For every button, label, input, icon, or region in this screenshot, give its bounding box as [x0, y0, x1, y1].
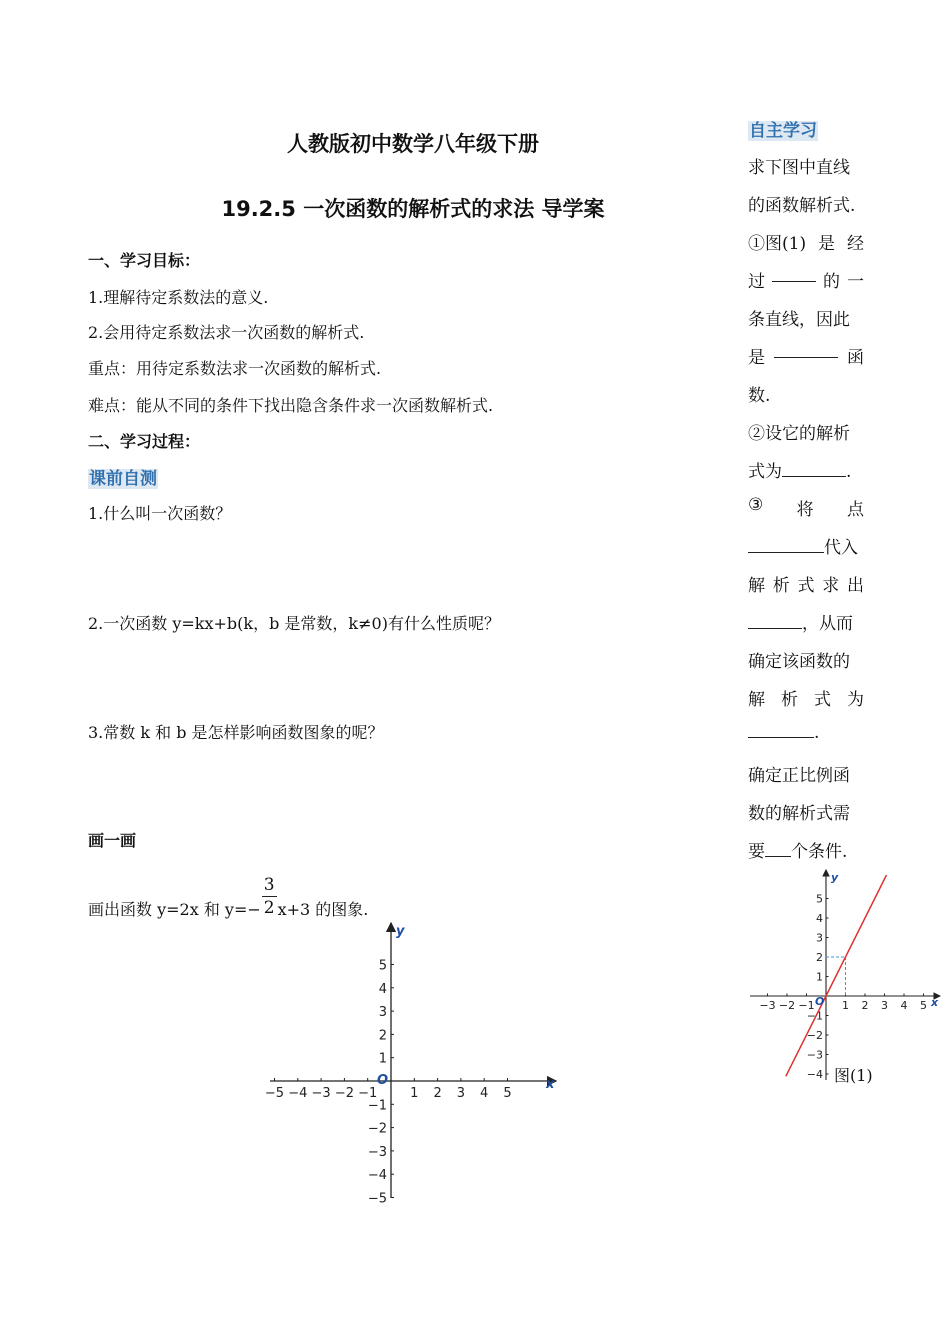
side-y-tick-label: 4 [816, 912, 823, 925]
side-x-tick-label: −3 [759, 999, 776, 1012]
side-line-14: 确定该函数的 [748, 652, 850, 672]
main-x-tick-label: 3 [456, 1086, 466, 1101]
main-x-label: x [546, 1077, 555, 1092]
question-3: 3.常数 k 和 b 是怎样影响函数图象的呢？ [88, 723, 384, 742]
main-y-tick-label: 2 [378, 1028, 387, 1044]
side-origin-label: O [815, 995, 825, 1008]
main-coordinate-graph [264, 918, 564, 1203]
main-y-tick-label: 4 [378, 981, 387, 997]
main-x-tick-label: −3 [311, 1086, 331, 1101]
side-x-tick-label: 5 [920, 999, 927, 1012]
side-l15-a: 解 [748, 690, 765, 710]
side-l13-b: ，从而 [802, 614, 853, 634]
main-x-tick-label: −5 [264, 1086, 285, 1101]
main-x-tick-label: −1 [358, 1086, 378, 1101]
side-line-10 [748, 495, 864, 520]
side-l12-d: 求 [822, 576, 840, 596]
fraction-numerator: 3 [263, 875, 275, 895]
key-point: 重点：用待定系数法求一次函数的解析式. [88, 359, 382, 378]
side-x-label: x [931, 996, 939, 1009]
blank-solve-k[interactable] [748, 614, 802, 629]
blank-formula[interactable] [782, 462, 846, 477]
side-l10-c: 点 [847, 500, 864, 520]
main-origin-label: O [377, 1073, 389, 1088]
side-line-18: 数的解析式需 [748, 804, 850, 824]
question-1: 1.什么叫一次函数？ [88, 504, 232, 523]
main-y-tick-label: −4 [367, 1168, 387, 1184]
main-y-tick-label: 5 [378, 958, 387, 974]
side-l19-a: 要 [748, 842, 765, 862]
side-line-2: 的函数解析式. [748, 196, 856, 216]
side-l6-a: 是 [748, 348, 765, 368]
document-title: 人教版初中数学八年级下册 [287, 132, 539, 156]
section2-heading: 二、学习过程： [88, 432, 201, 451]
side-l4-a: 过 [748, 272, 765, 292]
side-x-tick-label: 4 [900, 999, 908, 1012]
side-line-12 [748, 571, 864, 596]
question-2: 2.一次函数 y=kx+b(k，b 是常数，k≠0)有什么性质呢？ [88, 614, 500, 633]
side-x-tick-label: −2 [778, 999, 796, 1012]
side-l4-b: 的 [823, 272, 840, 292]
side-line-15 [748, 685, 864, 710]
blank-point[interactable] [772, 267, 816, 282]
main-y-tick-label: −5 [367, 1191, 387, 1203]
main-y-tick-label: −2 [367, 1121, 387, 1137]
side-line-8: ②设它的解析 [748, 424, 850, 444]
side-line-6 [748, 343, 864, 368]
side-line-1: 求下图中直线 [748, 158, 850, 178]
side-l15-c: 式 [814, 690, 831, 710]
main-x-tick-label: −4 [288, 1086, 308, 1101]
draw-text-b: x+3 的图象. [277, 900, 369, 919]
side-l3-a: ①图(1) [748, 234, 807, 254]
side-l12-a: 解 [748, 576, 765, 596]
draw-text-a: 画出函数 y=2x 和 y=− [88, 900, 261, 919]
side-line-19 [748, 837, 864, 862]
draw-heading: 画一画 [88, 831, 137, 850]
side-x-tick-label: −1 [798, 999, 815, 1012]
side-l6-b: 函 [847, 348, 864, 368]
side-line-7: 数. [748, 386, 771, 406]
figure-1-caption: 图(1) [834, 1066, 873, 1085]
side-l15-d: 为 [847, 690, 864, 710]
side-y-tick-label: −4 [806, 1068, 823, 1081]
goal-item-1: 1.理解待定系数法的意义. [88, 288, 269, 307]
difficulty-point: 难点：能从不同的条件下找出隐含条件求一次函数解析式. [88, 396, 494, 415]
side-l12-b: 析 [772, 576, 790, 596]
side-l11-b: 代入 [824, 538, 858, 558]
self-study-tag: 自主学习 [749, 121, 817, 141]
side-l9-a: 式为 [748, 462, 782, 482]
figure-1-graph [748, 866, 944, 1088]
side-line-13 [748, 609, 864, 634]
side-y-tick-label: 5 [816, 892, 823, 906]
side-l9-b: . [846, 462, 852, 482]
side-line-3 [748, 229, 864, 254]
side-l4-c: 一 [847, 272, 864, 292]
blank-function-type[interactable] [774, 343, 838, 358]
side-y-tick-label: −2 [806, 1029, 823, 1042]
side-line-5: 条直线，因此 [748, 310, 850, 330]
side-l16-b: . [814, 723, 820, 743]
line-through-origin [786, 875, 887, 1076]
side-y-tick-label: 1 [816, 970, 823, 984]
blank-condition-count[interactable] [765, 842, 791, 857]
main-x-tick-label: −2 [334, 1086, 354, 1101]
side-y-tick-label: 3 [816, 931, 823, 945]
side-y-tick-label: 2 [816, 951, 823, 964]
side-line-9 [748, 457, 864, 482]
side-x-tick-label: 1 [842, 999, 849, 1012]
blank-substitute-point[interactable] [748, 538, 824, 553]
section1-heading: 一、学习目标： [88, 251, 201, 270]
main-y-tick-label: 3 [378, 1005, 387, 1021]
side-l10-a: ③ [748, 495, 764, 515]
document-subtitle: 19.2.5 一次函数的解析式的求法 导学案 [221, 197, 605, 221]
side-l19-b: 个条件. [791, 842, 848, 862]
side-y-label: y [831, 871, 839, 884]
main-x-tick-label: 2 [433, 1086, 442, 1101]
side-l12-c: 式 [797, 576, 815, 596]
side-x-tick-label: 3 [881, 999, 888, 1012]
pretest-tag: 课前自测 [89, 469, 157, 489]
side-line-16 [748, 723, 864, 743]
main-y-label: y [396, 924, 405, 939]
main-x-tick-label: 4 [480, 1086, 489, 1101]
main-y-tick-label: −1 [367, 1098, 387, 1114]
main-x-tick-label: 5 [503, 1086, 512, 1101]
side-line-17: 确定正比例函 [748, 766, 850, 786]
side-x-tick-label: 2 [861, 999, 869, 1012]
fraction-denominator: 2 [263, 898, 275, 918]
goal-item-2: 2.会用待定系数法求一次函数的解析式. [88, 323, 365, 342]
blank-result-formula[interactable] [748, 723, 814, 738]
side-y-tick-label: −1 [806, 1009, 823, 1023]
side-l15-b: 析 [781, 690, 798, 710]
side-l3-c: 经 [847, 234, 864, 254]
side-l3-b: 是 [818, 234, 836, 254]
side-line-11 [748, 533, 864, 558]
side-y-tick-label: −3 [806, 1048, 823, 1062]
main-x-tick-label: 1 [410, 1086, 419, 1101]
side-l10-b: 将 [796, 500, 814, 520]
fraction-three-halves [262, 874, 277, 919]
side-l12-e: 出 [847, 576, 864, 596]
main-y-tick-label: 1 [378, 1051, 387, 1067]
side-line-4 [748, 267, 864, 292]
main-y-tick-label: −3 [367, 1144, 387, 1160]
